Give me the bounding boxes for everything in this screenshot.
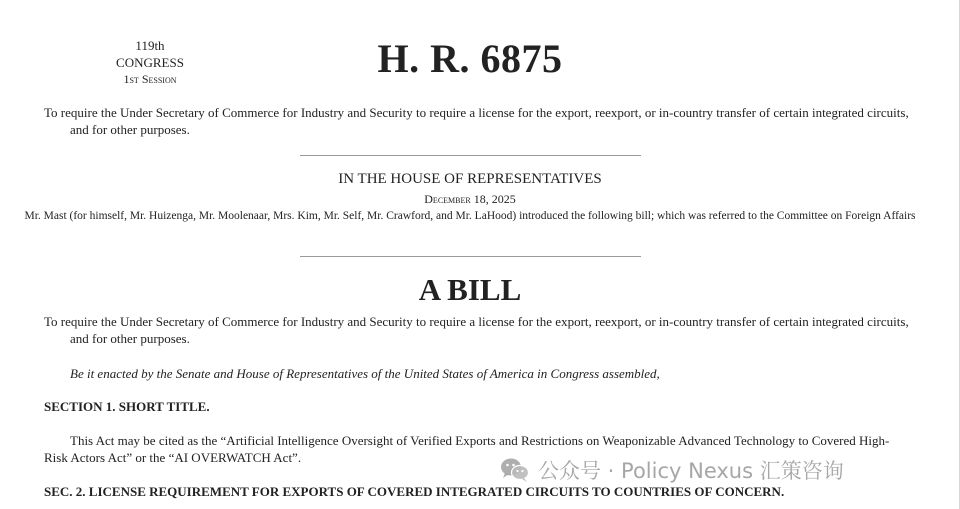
congress-session-info (100, 37, 200, 88)
wechat-icon (500, 457, 530, 483)
introduction-date: December 18, 2025 (424, 192, 516, 206)
divider-bottom (300, 256, 641, 257)
watermark-text: 公众号 · Policy Nexus 汇策咨询 (538, 459, 844, 483)
session-label: 1st Session (123, 72, 177, 86)
house-heading: IN THE HOUSE OF REPRESENTATIVES (338, 171, 602, 187)
divider-top (300, 155, 641, 156)
purpose-statement-top: To require the Under Secretary of Commerce for Industry and Security to require a license for the export, reexport, or in-country transfer of certain integrated circuits, and for other purposes. (44, 105, 909, 137)
bill-number: H. R. 6875 (377, 36, 563, 81)
watermark (500, 455, 844, 485)
section-2-heading: SEC. 2. LICENSE REQUIREMENT FOR EXPORTS OF COVERED INTEGRATED CIRCUITS TO COUNTRIES OF CONCERN. (44, 484, 785, 499)
bill-title: A BILL (418, 272, 522, 307)
sponsors-statement: Mr. Mast (for himself, Mr. Huizenga, Mr. Moolenaar, Mrs. Kim, Mr. Self, Mr. Crawford, and Mr. LaHood) introduced the following bill; which was referred to the Committee on Foreign Affairs (24, 210, 916, 222)
purpose-statement-bill: To require the Under Secretary of Commerce for Industry and Security to require a license for the export, reexport, or in-country transfer of certain integrated circuits, and for other purposes. (44, 314, 909, 346)
congress-label: 119th CONGRESS (116, 38, 184, 70)
enacting-clause: Be it enacted by the Senate and House of Representatives of the United States of America in Congress assembled, (70, 366, 660, 381)
section-1-body: This Act may be cited as the “Artificial Intelligence Oversight of Verified Exports and Restrictions on Weaponizable Advanced Technology to Covered High-Risk Actors Act” or the “AI OVERWATCH Act”. (44, 433, 890, 465)
section-1-heading: SECTION 1. SHORT TITLE. (44, 399, 210, 414)
